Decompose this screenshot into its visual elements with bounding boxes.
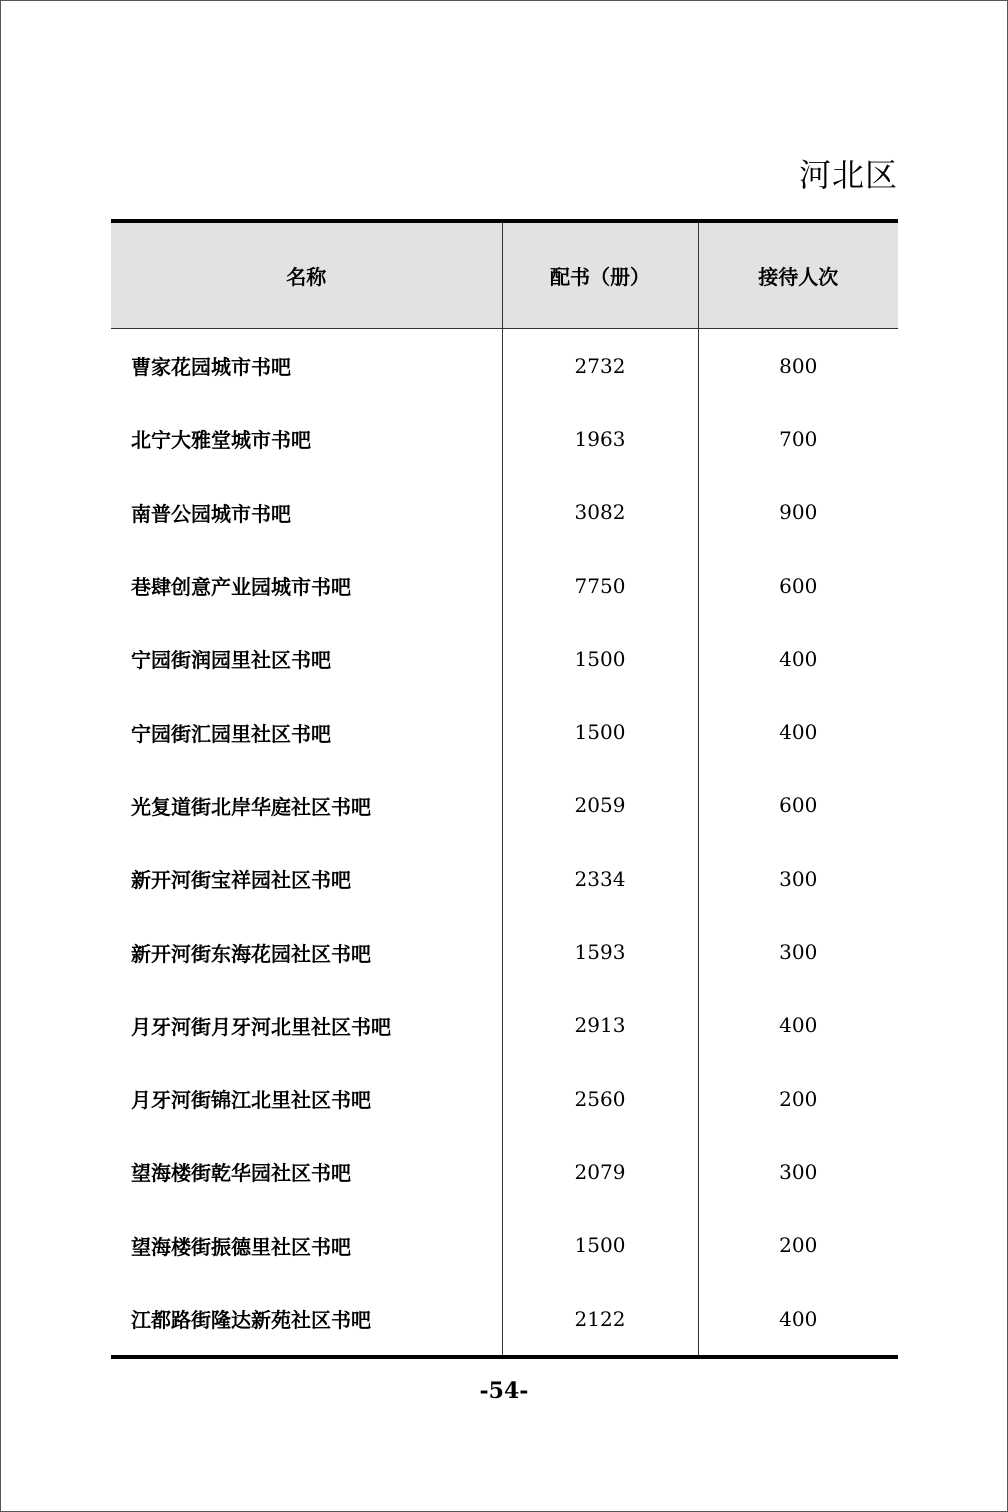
cell-visitors: 300 <box>698 1135 898 1208</box>
cell-name: 宁园街润园里社区书吧 <box>131 648 331 673</box>
cell-books: 1963 <box>502 402 698 475</box>
header-name: 名称 <box>111 221 502 329</box>
table-row <box>111 1135 898 1208</box>
cell-books: 1500 <box>502 695 698 768</box>
cell-books: 2732 <box>502 329 698 403</box>
cell-visitors: 400 <box>698 622 898 695</box>
cell-visitors: 700 <box>698 402 898 475</box>
table-row <box>111 329 898 403</box>
header-books: 配书（册） <box>502 221 698 329</box>
table-row <box>111 1062 898 1135</box>
table-row <box>111 695 898 768</box>
reading-room-table <box>111 219 898 1359</box>
table-row <box>111 402 898 475</box>
cell-books: 1500 <box>502 1209 698 1282</box>
cell-books: 1500 <box>502 622 698 695</box>
cell-name: 月牙河街月牙河北里社区书吧 <box>131 1014 391 1039</box>
header-visitors: 接待人次 <box>698 221 898 329</box>
cell-name: 新开河街宝祥园社区书吧 <box>131 868 351 893</box>
table-row <box>111 989 898 1062</box>
cell-name: 新开河街东海花园社区书吧 <box>131 941 371 966</box>
cell-name: 望海楼街乾华园社区书吧 <box>131 1161 351 1186</box>
cell-visitors: 200 <box>698 1209 898 1282</box>
table-row <box>111 549 898 622</box>
cell-name: 北宁大雅堂城市书吧 <box>131 428 311 453</box>
table-row <box>111 1282 898 1357</box>
table-row <box>111 622 898 695</box>
cell-visitors: 300 <box>698 842 898 915</box>
cell-visitors: 400 <box>698 1282 898 1357</box>
cell-name: 月牙河街锦江北里社区书吧 <box>131 1088 371 1113</box>
cell-name: 望海楼街振德里社区书吧 <box>131 1234 351 1259</box>
cell-name: 南普公园城市书吧 <box>131 501 291 526</box>
cell-books: 7750 <box>502 549 698 622</box>
cell-visitors: 200 <box>698 1062 898 1135</box>
cell-books: 1593 <box>502 915 698 988</box>
cell-visitors: 300 <box>698 915 898 988</box>
cell-books: 2334 <box>502 842 698 915</box>
cell-books: 3082 <box>502 476 698 549</box>
cell-visitors: 400 <box>698 989 898 1062</box>
cell-books: 2913 <box>502 989 698 1062</box>
cell-name: 宁园街汇园里社区书吧 <box>131 721 331 746</box>
cell-name: 曹家花园城市书吧 <box>131 355 291 380</box>
cell-books: 2059 <box>502 769 698 842</box>
cell-books: 2079 <box>502 1135 698 1208</box>
cell-books: 2122 <box>502 1282 698 1357</box>
cell-visitors: 800 <box>698 329 898 403</box>
table-row <box>111 842 898 915</box>
cell-visitors: 900 <box>698 476 898 549</box>
district-title: 河北区 <box>798 156 898 194</box>
cell-visitors: 600 <box>698 549 898 622</box>
cell-visitors: 400 <box>698 695 898 768</box>
cell-name: 光复道街北岸华庭社区书吧 <box>131 794 371 819</box>
table-row <box>111 476 898 549</box>
table-row <box>111 769 898 842</box>
table-row <box>111 1209 898 1282</box>
table-row <box>111 915 898 988</box>
cell-name: 江都路街隆达新苑社区书吧 <box>131 1308 371 1332</box>
cell-name: 巷肆创意产业园城市书吧 <box>131 575 351 600</box>
page-number: -54- <box>479 1378 529 1404</box>
table-header-row <box>111 221 898 329</box>
cell-books: 2560 <box>502 1062 698 1135</box>
cell-visitors: 600 <box>698 769 898 842</box>
